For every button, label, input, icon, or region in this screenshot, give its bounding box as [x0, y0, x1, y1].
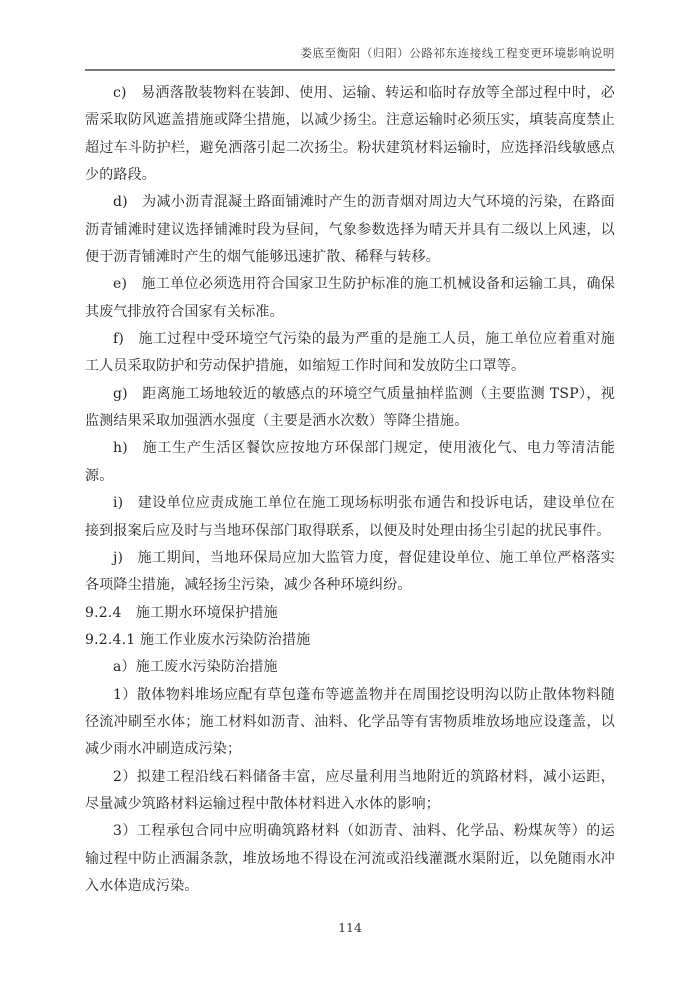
page-number: 114: [338, 920, 362, 935]
body-paragraph: g) 距离施工场地较近的敏感点的环境空气质量抽样监测（主要监测 TSP），视监测结果采取加强洒水强度（主要是洒水次数）等降尘措施。: [85, 385, 615, 430]
body-paragraph: a）施工废水污染防治措施: [113, 659, 278, 676]
body-paragraph: e) 施工单位必须选用符合国家卫生防护标准的施工机械设备和运输工具，确保其废气排放符合国家有关标准。: [85, 276, 615, 320]
page-header: [85, 0, 615, 71]
body-paragraph: d) 为减小沥青混凝土路面铺滩时产生的沥青烟对周边大气环境的污染，在路面沥青铺滩时建议选择铺滩时段为昼间，气象参数选择为晴天并具有二级以上风速，以便于沥青铺滩时产生的烟气能够迅速扩散、稀释与转移。: [85, 194, 615, 266]
body-paragraph: i) 建设单位应责成施工单位在施工现场标明张布通告和投诉电话，建设单位在接到报案后应及时与当地环保部门取得联系，以便及时处理由扬尘引起的扰民事件。: [85, 495, 615, 539]
body-paragraph: 3）工程承包合同中应明确筑路材料（如沥青、油料、化学品、粉煤灰等）的运输过程中防止洒漏条款，堆放场地不得设在河流或沿线灌溉水渠附近，以免随雨水冲入水体造成污染。: [85, 823, 615, 894]
document-body: [85, 72, 615, 900]
page-footer: [0, 920, 700, 935]
section-heading: 9.2.4 施工期水环境保护措施: [85, 604, 278, 621]
section-heading: 9.2.4.1 施工作业废水污染防治措施: [85, 631, 311, 648]
running-header-title: 娄底至衡阳（归阳）公路祁东连接线工程变更环境影响说明: [300, 46, 615, 60]
body-paragraph: f) 施工过程中受环境空气污染的最为严重的是施工人员，施工单位应着重对施工人员采取防护和劳动保护措施，如缩短工作时间和发放防尘口罩等。: [85, 331, 615, 375]
body-paragraph: c) 易洒落散装物料在装卸、使用、运输、转运和临时存放等全部过程中时，必需采取防风遮盖措施或降尘措施，以减少扬尘。注意运输时必须压实，填装高度禁止超过车斗防护栏，避免洒落引起二次扬尘。粉状建筑材料运输时，应选择沿线敏感点少的路段。: [85, 85, 615, 184]
header-rule: [85, 69, 615, 71]
body-paragraph: j) 施工期间，当地环保局应加大监管力度，督促建设单位、施工单位严格落实各项降尘措施，减轻扬尘污染，减少各种环境纠纷。: [85, 549, 615, 594]
body-paragraph: 2）拟建工程沿线石料储备丰富，应尽量利用当地附近的筑路材料，减小运距，尽量减少筑路材料运输过程中散体材料进入水体的影响；: [85, 768, 615, 812]
body-paragraph: h) 施工生产生活区餐饮应按地方环保部门规定，使用液化气、电力等清洁能源。: [85, 440, 615, 484]
body-paragraph: 1）散体物料堆场应配有草包蓬布等遮盖物并在周围挖设明沟以防止散体物料随径流冲刷至水体；施工材料如沥青、油料、化学品等有害物质堆放场地应设蓬盖，以减少雨水冲刷造成污染；: [85, 686, 615, 758]
